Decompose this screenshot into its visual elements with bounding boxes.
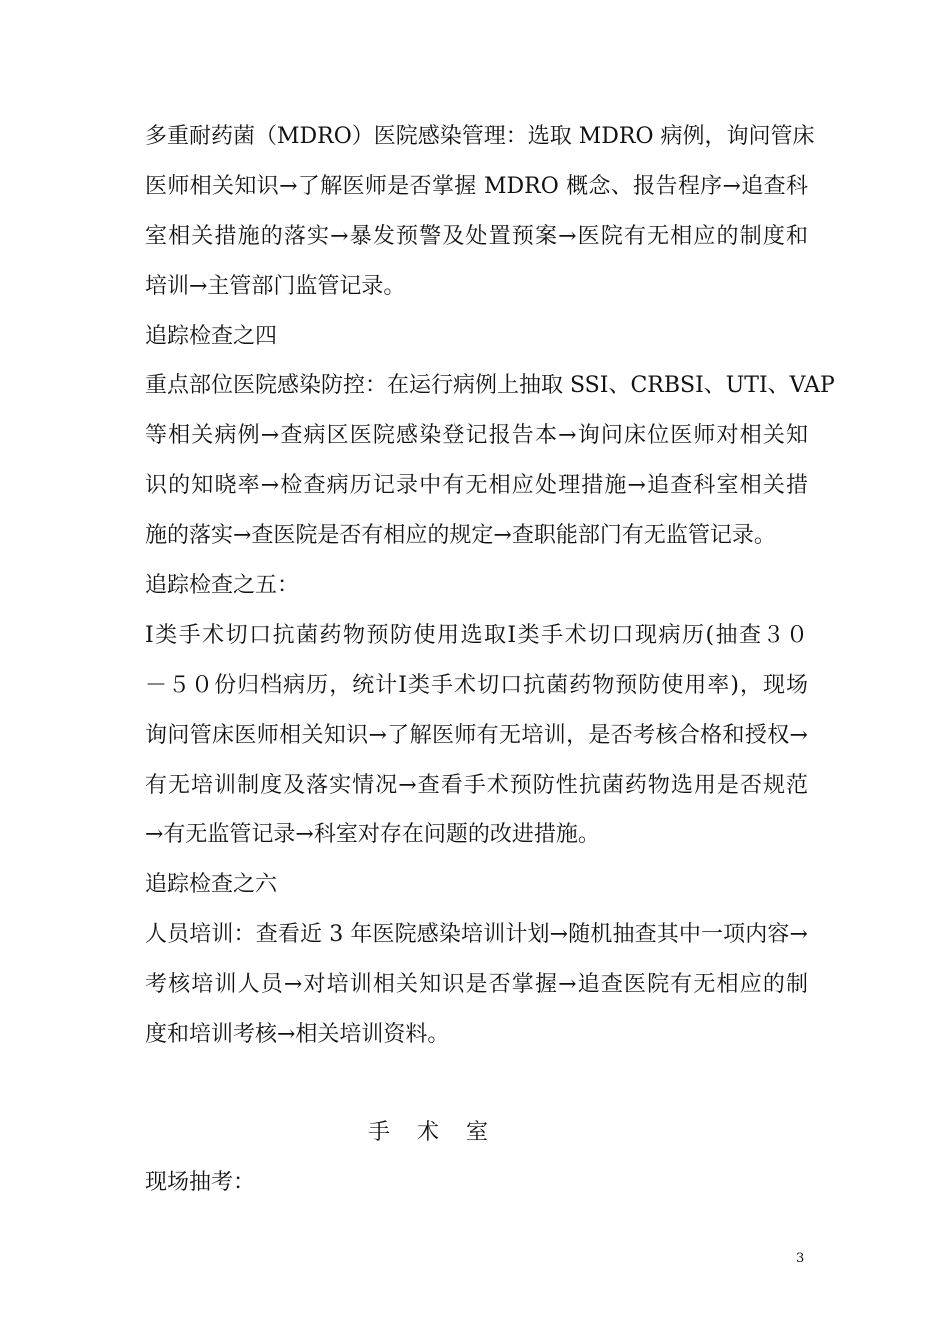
antibiotic-paragraph-line-3: 询问管床医师相关知识→了解医师有无培训，是否考核合格和授权→ xyxy=(145,722,808,748)
tracking-check-four-heading: 追踪检查之四 xyxy=(145,323,278,349)
antibiotic-paragraph-line-4: 有无培训制度及落实情况→查看手术预防性抗菌药物选用是否规范 xyxy=(145,772,808,798)
mdro-paragraph-line-1: 多重耐药菌（MDRO）医院感染管理：选取 MDRO 病例，询问管床 xyxy=(145,124,815,149)
key-site-paragraph-line-1: 重点部位医院感染防控：在运行病例上抽取 SSI、CRBSI、UTI、VAP xyxy=(145,373,835,399)
document-body xyxy=(145,112,835,1060)
training-paragraph-line-3: 度和培训考核→相关培训资料。 xyxy=(145,1022,450,1048)
page-number: 3 xyxy=(796,1251,805,1266)
antibiotic-paragraph-line-5: →有无监管记录→科室对存在问题的改进措施。 xyxy=(145,822,600,848)
key-site-paragraph-line-2: 等相关病例→查病区医院感染登记报告本→询问床位医师对相关知 xyxy=(145,423,808,449)
tracking-check-five-heading: 追踪检查之五： xyxy=(145,573,300,599)
antibiotic-paragraph-line-2: －５０份归档病历，统计Ⅰ类手术切口抗菌药物预防使用率)，现场 xyxy=(145,672,808,698)
mdro-paragraph-line-3: 室相关措施的落实→暴发预警及处置预案→医院有无相应的制度和 xyxy=(145,223,808,249)
tracking-check-six-heading: 追踪检查之六 xyxy=(145,872,278,898)
key-site-paragraph-line-3: 识的知晓率→检查病历记录中有无相应处理措施→追查科室相关措 xyxy=(145,473,808,499)
operating-room-section-title: 手 术 室 xyxy=(368,1120,498,1145)
antibiotic-paragraph-line-1: Ⅰ类手术切口抗菌药物预防使用选取Ⅰ类手术切口现病历(抽查３０ xyxy=(145,622,808,648)
mdro-paragraph-line-2: 医师相关知识→了解医师是否掌握 MDRO 概念、报告程序→追查科 xyxy=(145,173,808,199)
training-paragraph-line-2: 考核培训人员→对培训相关知识是否掌握→追查医院有无相应的制 xyxy=(145,972,808,998)
mdro-paragraph-line-4: 培训→主管部门监管记录。 xyxy=(145,273,406,299)
on-site-test-label: 现场抽考： xyxy=(145,1170,256,1195)
key-site-paragraph-line-4: 施的落实→查医院是否有相应的规定→查职能部门有无监管记录。 xyxy=(145,523,776,549)
training-paragraph-line-1: 人员培训：查看近 3 年医院感染培训计划→随机抽查其中一项内容→ xyxy=(145,922,808,948)
